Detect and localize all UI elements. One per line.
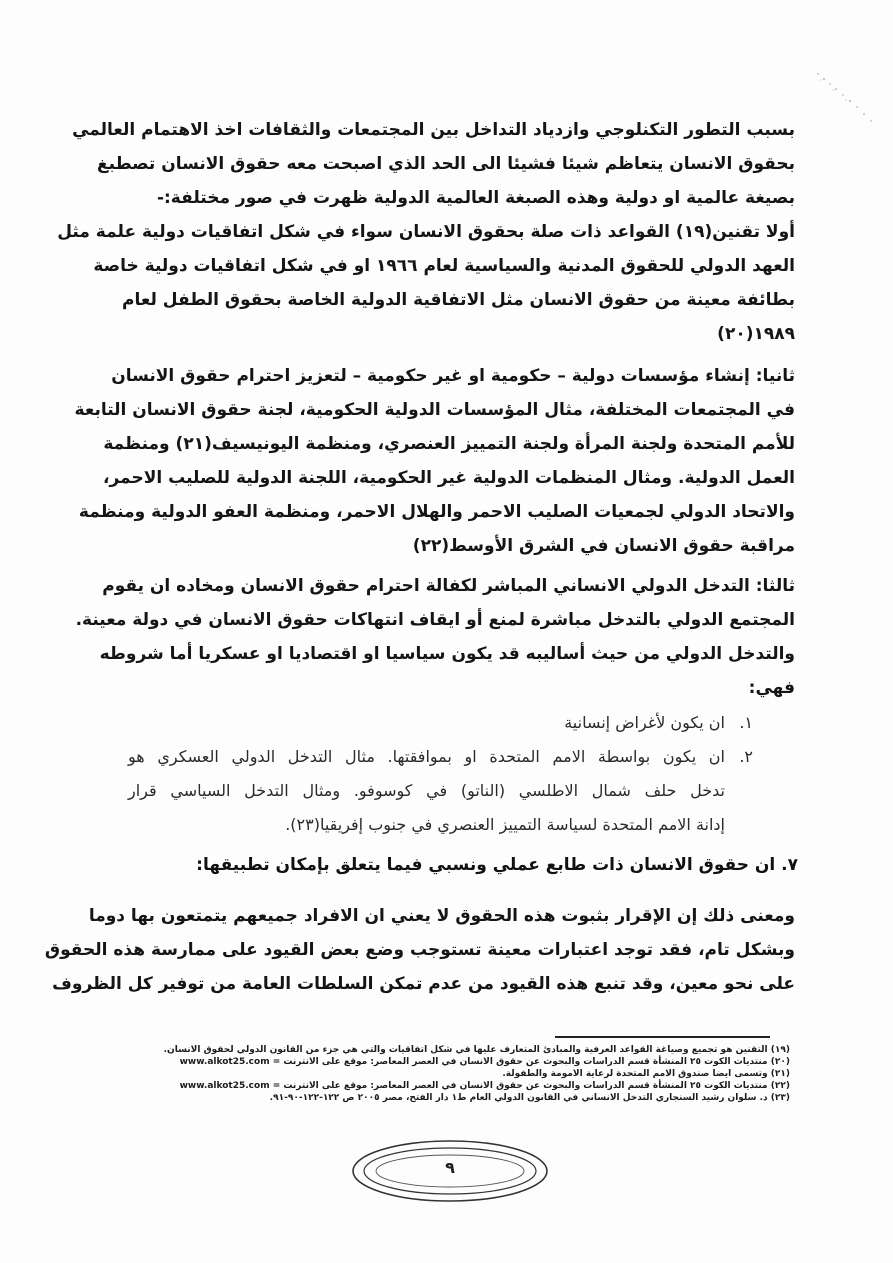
- text-line: ان يكون لأغراض إنسانية: [564, 713, 725, 732]
- text-line: المجتمع الدولي بالتدخل مباشرة لمنع أو ايقاف انتهاكات حقوق الانسان في دولة معينة.: [75, 610, 795, 630]
- footnote: (٢٢) منتديات الكوت ٢٥ المنشأة قسم الدراسات والبحوث عن حقوق الانسان في العصر المعاصر: موقع على الانترنت = www.alkot25.com: [179, 1081, 790, 1091]
- text-line: ثانيا: إنشاء مؤسسات دولية – حكومية او غير حكومية – لتعزيز احترام حقوق الانسان: [111, 366, 795, 386]
- closing-paragraph: [44, 899, 795, 1001]
- intro-paragraph: [72, 113, 795, 215]
- text-line: العهد الدولي للحقوق المدنية والسياسية لعام ١٩٦٦ او في شكل اتفاقيات دولية خاصة: [93, 256, 795, 276]
- text-line: والاتحاد الدولي لجمعيات الصليب الاحمر والهلال الاحمر، ومنظمة العفو الدولية ومنظمة: [78, 502, 795, 522]
- text-line: بطائفة معينة من حقوق الانسان مثل الاتفاقية الدولية الخاصة بحقوق الطفل لعام: [122, 290, 795, 310]
- text-line: مراقبة حقوق الانسان في الشرق الأوسط(٢٢): [412, 536, 795, 556]
- footnote: (٢٣) د. سلوان رشيد السنجاري التدخل الانساني في القانون الدولي العام ط١ دار الفتح، مصر ٢٠٠٥ ص ١٢٢-١٢٢-٩٠-٩١.: [269, 1093, 790, 1103]
- text-line: وبشكل تام، فقد توجد اعتبارات معينة تستوجب وضع بعض القيود على ممارسة هذه الحقوق: [44, 940, 795, 960]
- conditions-list: [128, 706, 753, 842]
- item-second: [74, 359, 795, 563]
- text-line: العمل الدولية. ومثال المنظمات الدولية غير الحكومية، اللجنة الدولية للصليب الاحمر،: [103, 468, 795, 488]
- text-line: ١٩٨٩(٢٠): [717, 324, 795, 344]
- footnote: (١٩) التقنين هو تجميع وصياغة القواعد العرفية والمبادئ المتعارف عليها في شكل اتفاقيات والتي هي جزء من القانون الدولي لحقوق الانسان.: [163, 1045, 790, 1055]
- list-item-body: [128, 740, 725, 842]
- text-line: بسبب التطور التكنلوجي وازدياد التداخل بين المجتمعات والثقافات اخذ الاهتمام العالمي: [72, 120, 795, 140]
- text-line: فهي:: [748, 678, 795, 698]
- text-line: إدانة الامم المتحدة لسياسة التمييز العنصري في جنوب إفريقيا(٢٣).: [285, 815, 725, 834]
- list-item-body: [128, 706, 725, 740]
- section-heading: ٧. ان حقوق الانسان ذات طابع عملي ونسبي فيما يتعلق بإمكان تطبيقها:: [196, 855, 798, 875]
- text-line: للأمم المتحدة ولجنة المرأة ولجنة التمييز العنصري، ومنظمة اليونيسيف(٢١) ومنظمة: [103, 434, 795, 454]
- footnote: (٢١) وتسمى ايضا صندوق الامم المتحدة لرعاية الامومة والطفولة.: [502, 1069, 790, 1079]
- list-number: ١.: [739, 713, 753, 732]
- item-third: [75, 569, 795, 705]
- text-line: تدخل حلف شمال الاطلسي (الناتو) في كوسوفو. ومثال التدخل السياسي قرار: [128, 781, 725, 800]
- scan-artifact: [810, 70, 880, 130]
- text-line: ان يكون بواسطة الامم المتحدة او بموافقتها. مثال التدخل الدولي العسكري هو: [128, 747, 725, 766]
- list-number: ٢.: [739, 747, 753, 766]
- list-item: [128, 706, 753, 740]
- page-number: ٩: [445, 1158, 455, 1177]
- text-line: ومعنى ذلك إن الإقرار بثبوت هذه الحقوق لا يعني ان الافراد جميعهم يتمتعون بها دوما: [88, 906, 795, 926]
- footnote-divider: [555, 1036, 770, 1038]
- text-line: بحقوق الانسان يتعاظم شيئا فشيئا الى الحد الذي اصبحت معه حقوق الانسان تصطبغ: [97, 154, 795, 174]
- text-line: والتدخل الدولي من حيث أساليبه قد يكون سياسيا او اقتصاديا او عسكريا أما شروطه: [99, 644, 795, 664]
- list-item: [128, 740, 753, 842]
- footnote: (٢٠) منتديات الكوت ٢٥ المنشأة قسم الدراسات والبحوث عن حقوق الانسان في العصر المعاصر: موقع على الانترنت = www.alkot25.com: [179, 1057, 790, 1067]
- text-line: بصيغة عالمية او دولية وهذه الصبغة العالمية الدولية ظهرت في صور مختلفة:-: [156, 188, 795, 208]
- text-line: أولا تقنين(١٩) القواعد ذات صلة بحقوق الانسان سواء في شكل اتفاقيات دولية علمة مثل: [57, 222, 795, 242]
- text-line: في المجتمعات المختلفة، مثال المؤسسات الدولية الحكومية، لجنة حقوق الانسان التابعة: [74, 400, 795, 420]
- item-first: [57, 215, 795, 351]
- text-line: على نحو معين، وقد تنبع هذه القيود من عدم تمكن السلطات العامة من توفير كل الظروف: [52, 974, 795, 994]
- text-line: ثالثا: التدخل الدولي الانساني المباشر لكفالة احترام حقوق الانسان ومخاده ان يقوم: [102, 576, 795, 596]
- footnotes: [150, 1044, 790, 1104]
